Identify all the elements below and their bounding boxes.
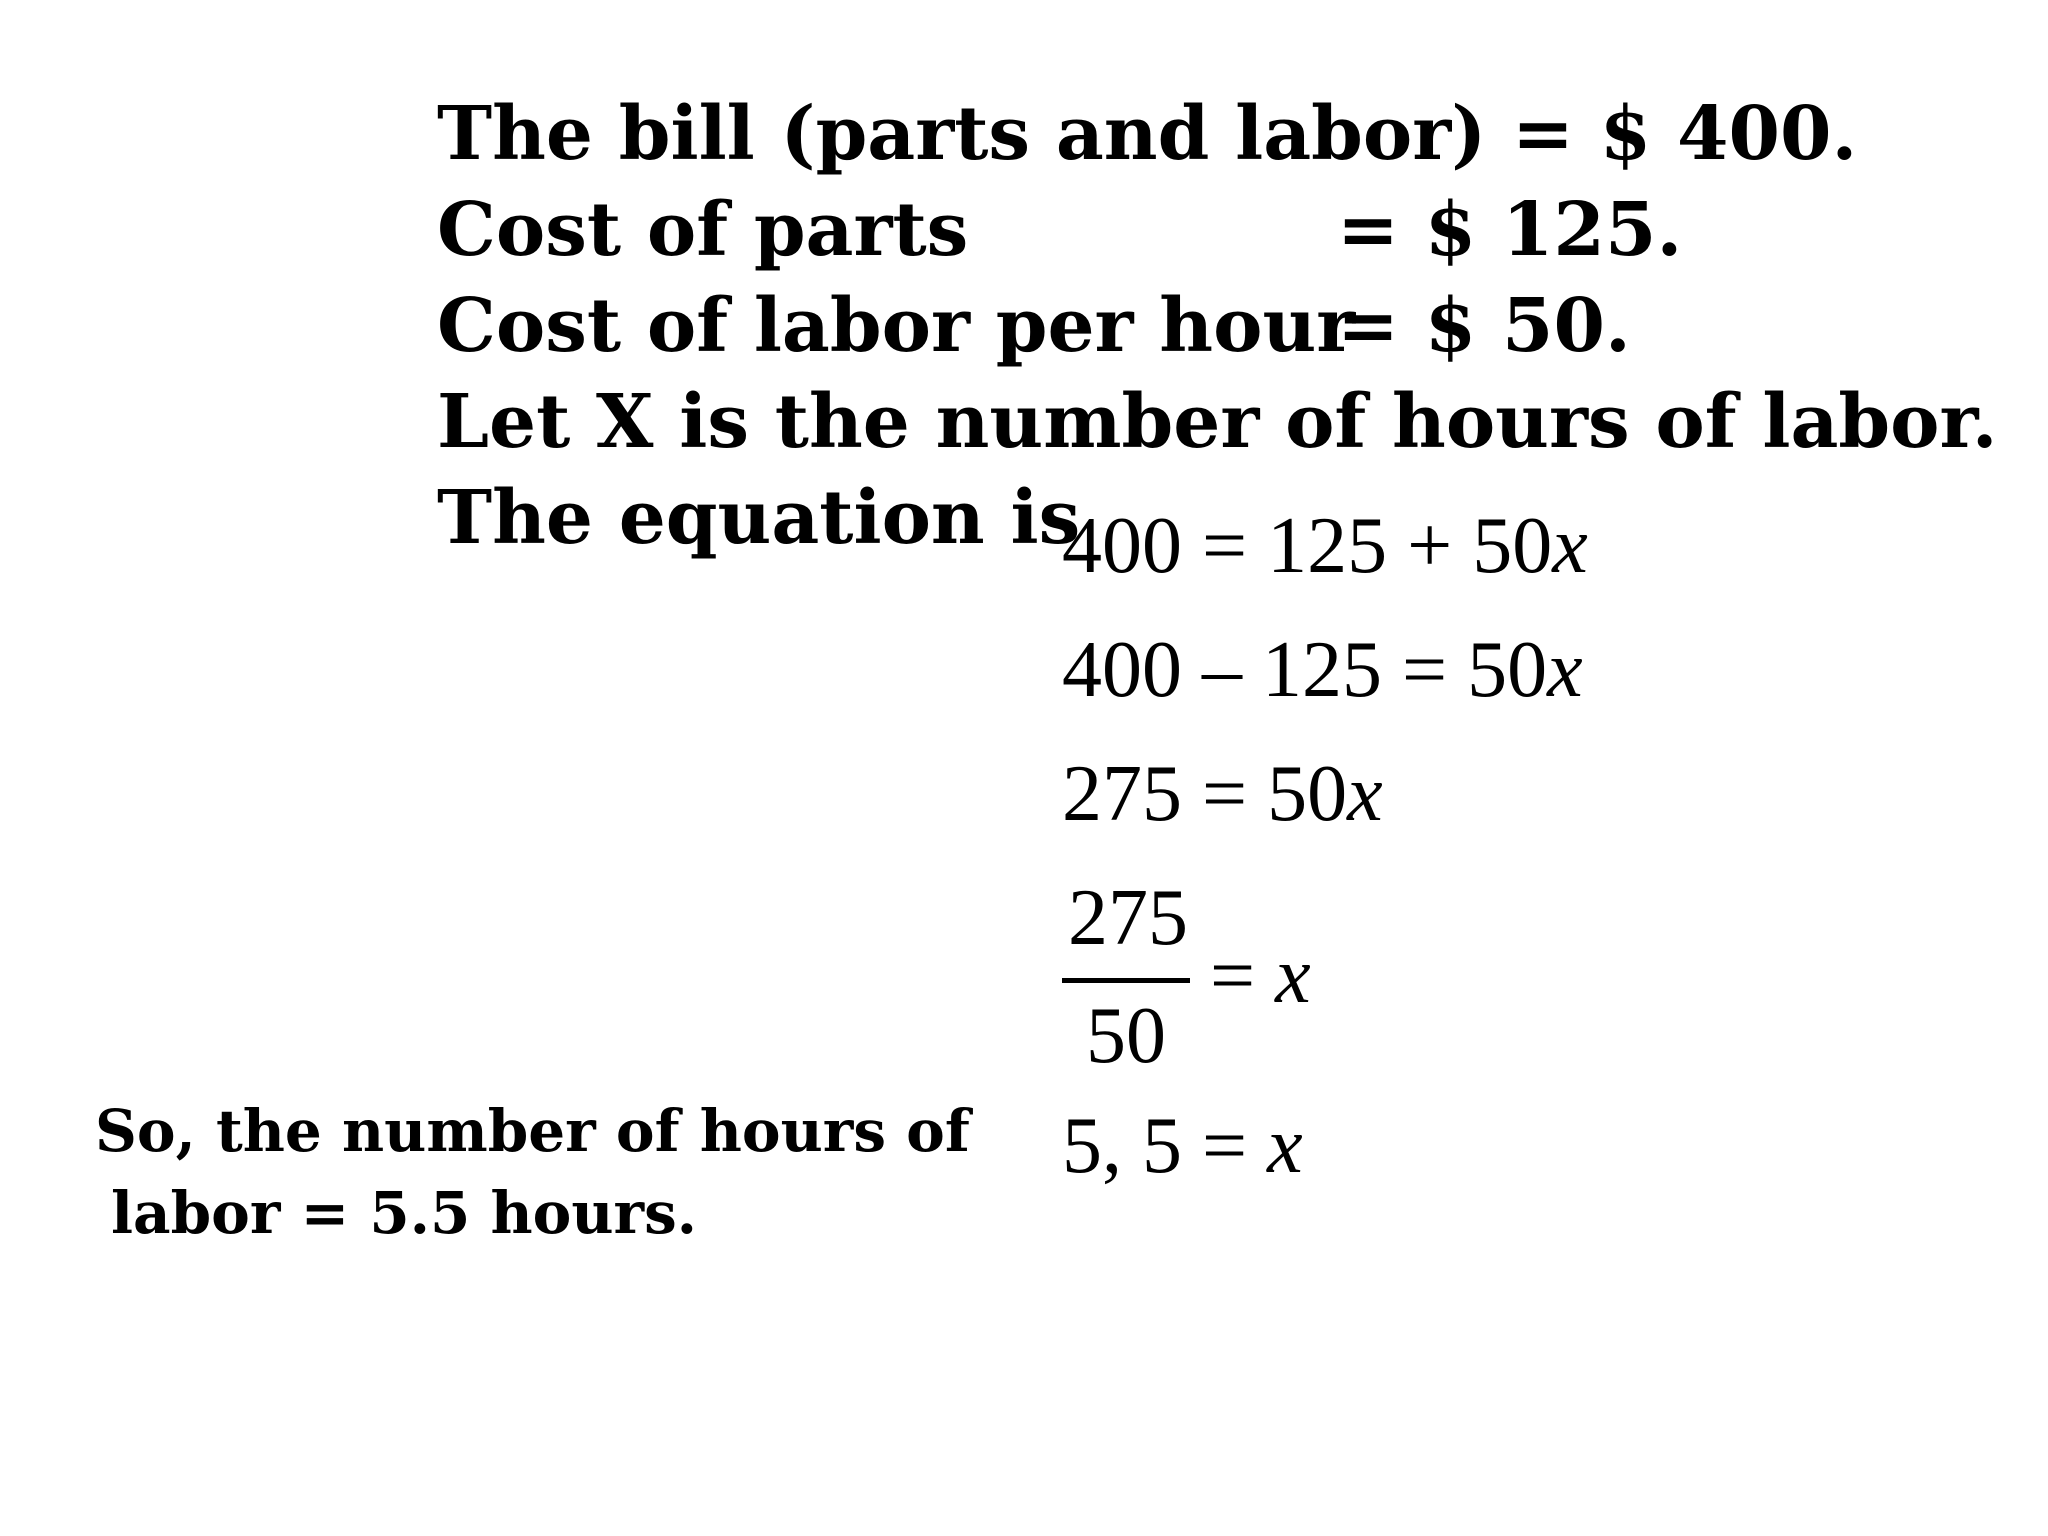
equation-step-2 bbox=[1062, 620, 1583, 720]
fraction-bar bbox=[1062, 978, 1190, 983]
equation-step-5-expression: 5, 5 = bbox=[1062, 1102, 1268, 1190]
equation-step-2-expression: 400 – 125 = 50 bbox=[1062, 626, 1548, 714]
fraction-numerator: 275 bbox=[1068, 874, 1188, 962]
conclusion-line-2: labor = 5.5 hours. bbox=[111, 1179, 697, 1247]
labor-label: Cost of labor per hour bbox=[437, 283, 1356, 369]
bill-label: The bill (parts and labor) bbox=[437, 91, 1487, 177]
conclusion-text bbox=[95, 1090, 970, 1254]
bill-value: = $ 400. bbox=[1512, 91, 1858, 177]
bill-line bbox=[437, 86, 1857, 182]
equation-step-4-variable: x bbox=[1275, 932, 1311, 1020]
parts-label: Cost of parts bbox=[437, 187, 969, 273]
equation-step-2-variable: x bbox=[1547, 626, 1583, 714]
fraction-denominator: 50 bbox=[1086, 992, 1166, 1080]
equation-intro: The equation is bbox=[437, 475, 1081, 561]
labor-line bbox=[437, 278, 1631, 374]
equation-step-1-variable: x bbox=[1552, 502, 1588, 590]
fraction-equals: = bbox=[1210, 932, 1276, 1020]
equation-step-3-variable: x bbox=[1347, 750, 1383, 838]
equation-step-3 bbox=[1062, 744, 1383, 844]
fraction-right-side bbox=[1210, 926, 1311, 1026]
equation-step-1 bbox=[1062, 496, 1588, 596]
parts-value: = $ 125. bbox=[1337, 187, 1683, 273]
parts-line bbox=[437, 182, 1683, 278]
labor-value: = $ 50. bbox=[1337, 283, 1631, 369]
conclusion-line-1: So, the number of hours of bbox=[95, 1097, 970, 1165]
equation-step-3-expression: 275 = 50 bbox=[1062, 750, 1348, 838]
variable-definition: Let X is the number of hours of labor. bbox=[437, 379, 1998, 465]
equation-step-5 bbox=[1062, 1096, 1303, 1196]
equation-step-5-variable: x bbox=[1267, 1102, 1303, 1190]
equation-step-1-expression: 400 = 125 + 50 bbox=[1062, 502, 1553, 590]
